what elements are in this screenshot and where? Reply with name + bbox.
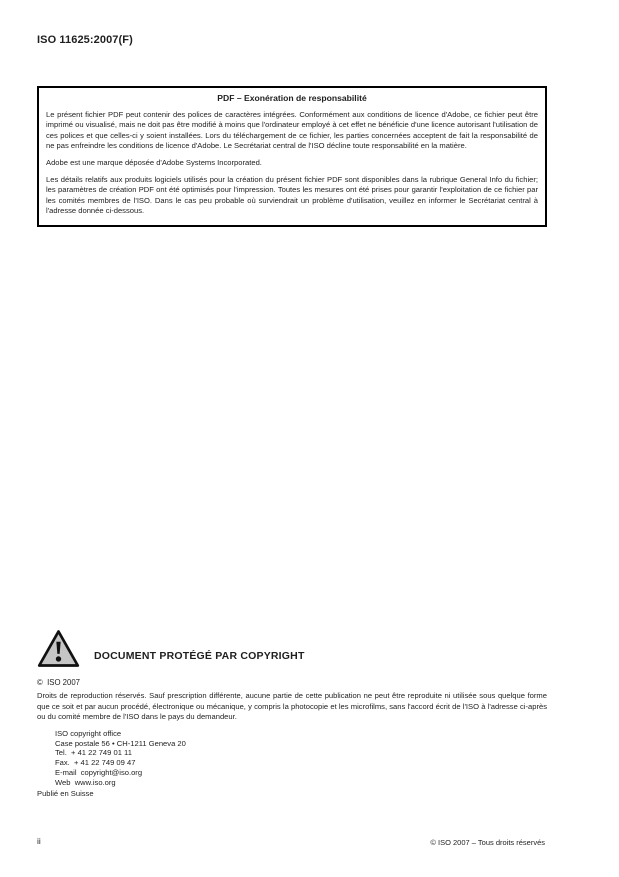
address-line-fax: Fax. + 41 22 749 09 47: [55, 758, 136, 768]
address-line-web: Web www.iso.org: [55, 777, 116, 787]
warning-triangle-icon: [37, 628, 80, 669]
address-line-tel: Tel. + 41 22 749 01 11: [55, 748, 132, 758]
address-line-postal: Case postale 56 • CH-1211 Geneva 20: [55, 738, 186, 748]
footer-copyright: © ISO 2007 – Tous droits réservés: [430, 838, 545, 847]
copyright-notice: Droits de reproduction réservés. Sauf prescription différente, aucune partie de cette publication ne peut être reproduite ni utilisée sous quelque forme que ce soit et par aucun procédé, électronique ou mécanique, y compris la photocopie et les microfilms, sans l'accord écrit de l'ISO à l'adresse ci-après ou du comité membre de l'ISO dans le pays du demandeur.: [37, 691, 547, 721]
copyright-heading: DOCUMENT PROTÉGÉ PAR COPYRIGHT: [94, 650, 305, 662]
disclaimer-paragraph-2: Adobe est une marque déposée d'Adobe Systems Incorporated.: [46, 158, 262, 168]
disclaimer-paragraph-1: Le présent fichier PDF peut contenir des polices de caractères intégrées. Conformément aux conditions de licence d'Adobe, ce fichier peut être imprimé ou visualisé, mais ne doit pas être modifié à moins que l'ordinateur employé à cet effet ne bénéficie d'une licence autorisant l'utilisation de ces polices et que celles-ci y soient installées. Lors du téléchargement de ce fichier, les parties concernées acceptent de fait la responsabilité de ne pas enfreindre les conditions de licence d'Adobe. Le Secrétariat central de l'ISO décline toute responsabilité en la matière.: [46, 110, 538, 151]
document-reference: ISO 11625:2007(F): [37, 34, 133, 46]
published-in-line: Publié en Suisse: [37, 789, 94, 798]
copyright-year-line: © ISO 2007: [37, 678, 81, 687]
page-number: ii: [37, 836, 41, 846]
disclaimer-paragraph-3: Les détails relatifs aux produits logiciels utilisés pour la création du présent fichier PDF sont disponibles dans la rubrique General Info du fichier; les paramètres de création PDF ont été optimisés pour l'impression. Toutes les mesures ont été prises pour garantir l'exploitation de ce fichier par les comités membres de l'ISO. Dans le cas peu probable où surviendrait un problème d'utilisation, veuillez en informer le Secrétariat central à l'adresse donnée ci-dessous.: [46, 175, 538, 216]
address-line-email: E-mail copyright@iso.org: [55, 767, 143, 777]
address-line-office: ISO copyright office: [55, 729, 122, 738]
disclaimer-title: PDF – Exonération de responsabilité: [217, 93, 367, 103]
iso-address-block: [55, 729, 186, 787]
pdf-disclaimer-box: [37, 86, 547, 227]
